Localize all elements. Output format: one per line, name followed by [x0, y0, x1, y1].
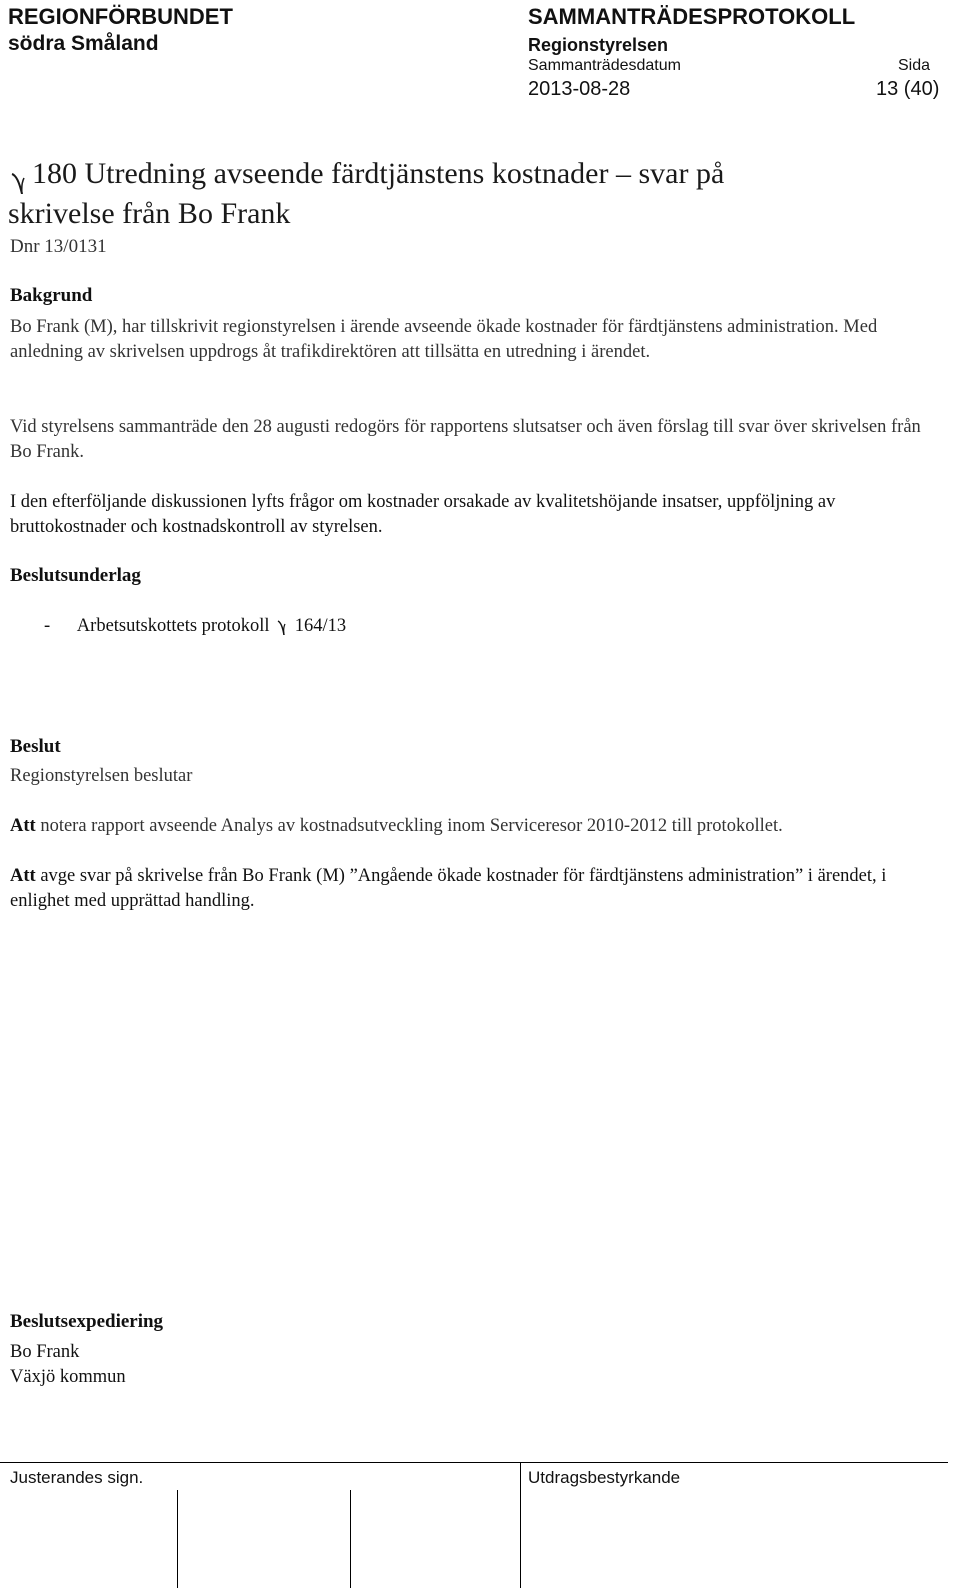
signature-divider — [520, 1463, 521, 1588]
beslutsunderlag-heading: Beslutsunderlag — [10, 565, 141, 586]
recipient: Växjö kommun — [10, 1367, 126, 1387]
bakgrund-paragraph-1: Bo Frank (M), har tillskrivit regionstyrelsen i ärende avseende ökade kostnader för färdtjänstens administration. Med anledning av skrivelsen uppdrogs åt trafikdirektören att tillsätta en utredning i ärendet. — [10, 317, 878, 362]
decision-text: avge svar på skrivelse från Bo Frank (M) ”Angående ökade kostnader för färdtjänstens administration” i ärendet, i enlighet med upprättad handling. — [10, 866, 887, 911]
beslut-intro: Regionstyrelsen beslutar — [10, 766, 193, 786]
beslutsexpediering-heading: Beslutsexpediering — [10, 1311, 164, 1332]
section-number: 180 — [32, 157, 77, 190]
beslut-decision-1 — [10, 814, 945, 839]
beslutsunderlag-item — [44, 611, 346, 639]
decision-text: notera rapport avseende Analys av kostnadsutveckling inom Serviceresor 2010-2012 till protokollet. — [40, 816, 783, 836]
dnr: Dnr 13/0131 — [10, 236, 107, 257]
footer-top-border — [0, 1462, 948, 1463]
section-title-text: Utredning avseende färdtjänstens kostnader – svar på — [84, 157, 725, 190]
section-sign-icon — [276, 611, 288, 635]
doc-type: SAMMANTRÄDESPROTOKOLL — [528, 4, 856, 29]
meeting-date: 2013-08-28 — [528, 78, 631, 100]
beslut-heading: Beslut — [10, 736, 61, 757]
underlag-text: Arbetsutskottets protokoll — [76, 616, 270, 636]
bakgrund-paragraph-2: Vid styrelsens sammanträde den 28 augusti redogörs för rapportens slutsatser och även förslag till svar över skrivelsen från Bo Frank. — [10, 417, 921, 462]
org-subname: södra Småland — [8, 32, 159, 55]
list-dash: - — [44, 616, 51, 636]
signature-divider — [177, 1490, 178, 1588]
doc-body: Regionstyrelsen — [528, 35, 669, 55]
underlag-ref: 164/13 — [294, 616, 347, 636]
page-label: Sida — [898, 57, 931, 74]
section-sign-icon — [8, 154, 28, 194]
bakgrund-paragraph-3: I den efterföljande diskussionen lyfts frågor om kostnader orsakade av kvalitetshöjande insatser, uppföljning av bruttokostnader och kostnadskontroll av styrelsen. — [10, 492, 836, 537]
recipient: Bo Frank — [10, 1342, 80, 1362]
section-title-line1 — [8, 154, 724, 194]
signature-divider — [350, 1490, 351, 1588]
date-label: Sammanträdesdatum — [528, 57, 681, 74]
decision-lead: Att — [10, 866, 36, 886]
justerandes-sign-label: Justerandes sign. — [10, 1468, 144, 1487]
utdragsbestyrkande-label: Utdragsbestyrkande — [528, 1468, 681, 1487]
section-title-line2: skrivelse från Bo Frank — [8, 197, 291, 230]
beslut-decision-2 — [10, 864, 945, 914]
org-name: REGIONFÖRBUNDET — [8, 4, 233, 29]
bakgrund-heading: Bakgrund — [10, 285, 93, 306]
decision-lead: Att — [10, 816, 36, 836]
page-number: 13 (40) — [876, 78, 940, 100]
